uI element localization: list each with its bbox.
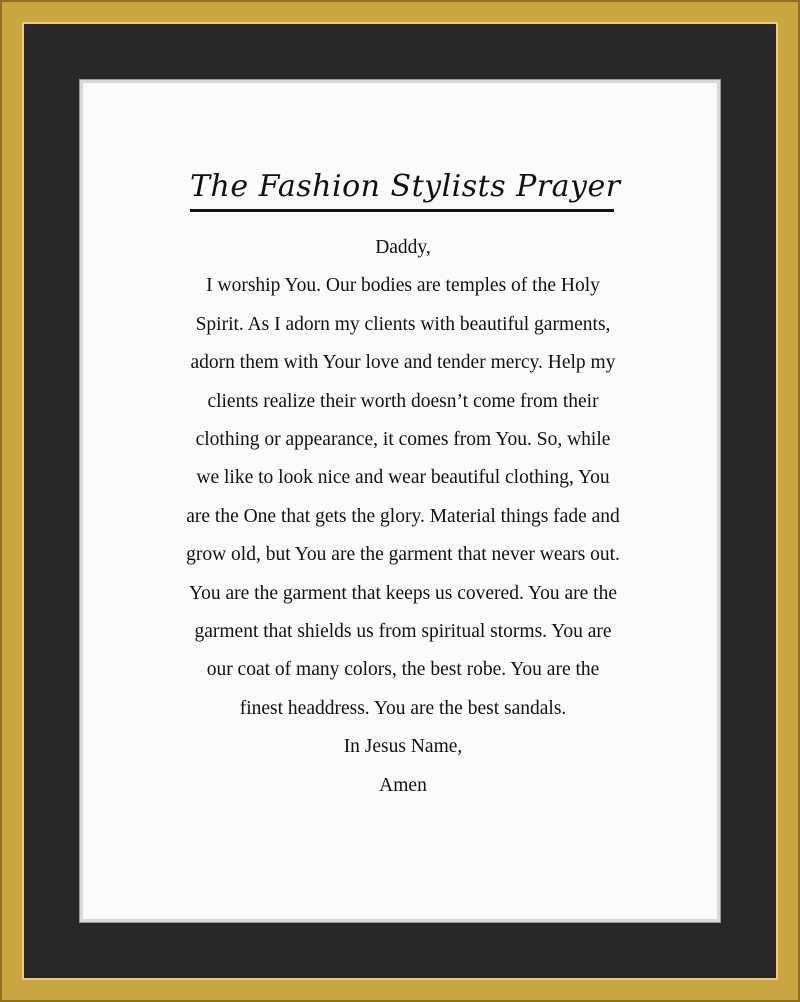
body-line: are the One that gets the glory. Material things fade and — [186, 505, 620, 527]
title-block — [190, 169, 621, 212]
amen-line: Amen — [379, 774, 427, 796]
body-line: clients realize their worth doesn’t come from their — [207, 390, 599, 412]
body-line: grow old, but You are the garment that never wears out. — [186, 544, 620, 566]
body-line: finest headdress. You are the best sandals. — [239, 697, 567, 719]
title-underline — [190, 209, 614, 212]
closing-line: In Jesus Name, — [343, 736, 463, 758]
prayer-body — [183, 229, 623, 805]
body-line: garment that shields us from spiritual storms. You are — [194, 621, 612, 643]
body-line: our coat of many colors, the best robe. You are the — [206, 659, 600, 681]
body-line: adorn them with Your love and tender mercy. Help my — [190, 352, 616, 374]
body-line: I worship You. Our bodies are temples of the Holy — [206, 275, 600, 297]
mat-opening — [80, 80, 720, 922]
body-line: clothing or appearance, it comes from You. So, while — [195, 429, 611, 451]
body-line: we like to look nice and wear beautiful clothing, You — [196, 467, 610, 489]
salutation: Daddy, — [375, 237, 431, 258]
body-line: Spirit. As I adorn my clients with beautiful garments, — [195, 313, 611, 335]
body-line: You are the garment that keeps us covered. You are the — [189, 582, 617, 604]
prayer-title: The Fashion Stylists Prayer — [190, 169, 621, 204]
prayer-paper — [83, 83, 717, 919]
